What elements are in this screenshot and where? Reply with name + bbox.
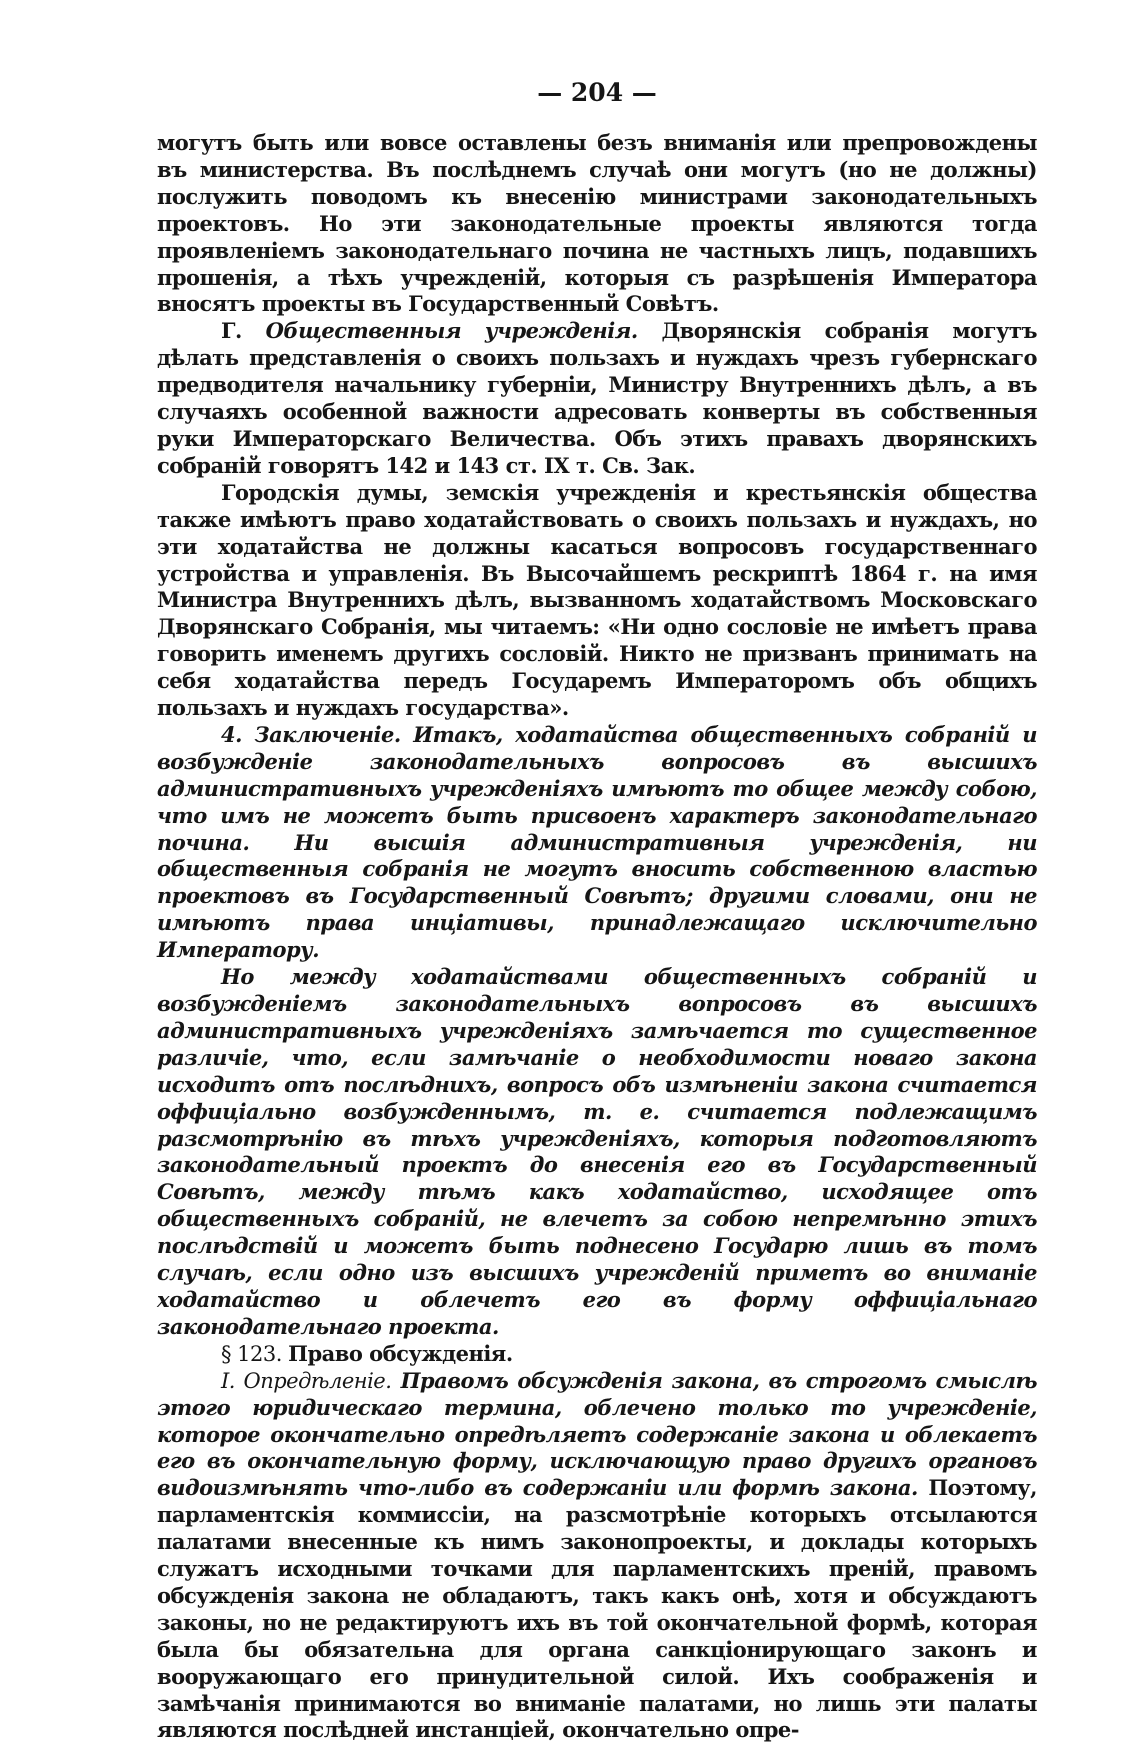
- paragraph-2-text: Дворянскія собранія могутъ дѣлать представленія о своихъ пользахъ и нуждахъ чрезъ губернскаго предводителя начальнику губерніи, Министру Внутреннихъ дѣлъ, а въ случаяхъ особенной важности адресовать конверты въ собственныя руки Императорскаго Величества. Объ этихъ правахъ дворянскихъ собраній говорятъ 142 и 143 ст. IX т. Св. Зак.: [157, 318, 1038, 478]
- page-number: — 204 —: [537, 78, 657, 107]
- paragraph-3: Городскія думы, земскія учрежденія и крестьянскія общества также имѣютъ право ходатайствовать о своихъ пользахъ и нуждахъ, но эти ходатайства не должны касаться вопросовъ государственнаго устройства и управленія. Въ Высочайшемъ рескриптѣ 1864 г. на имя Министра Внутреннихъ дѣлъ, вызванномъ ходатайствомъ Московскаго Дворянскаго Собранія, мы читаемъ: «Ни одно сословіе не имѣетъ права говорить именемъ другихъ сословій. Никто не призванъ принимать на себя ходатайства передъ Государемъ Императоромъ объ общихъ пользахъ и нуждахъ государства».: [157, 479, 1037, 721]
- document-page: [157, 68, 1037, 1744]
- paragraph-5: Но между ходатайствами общественныхъ собраній и возбужденіемъ законодательныхъ вопросовъ въ высшихъ административныхъ учрежденіяхъ замѣчается то существенное различіе, что, если замѣчаніе о необходимости новаго закона исходитъ отъ послѣднихъ, вопросъ объ измѣненіи закона считается оффиціально возбужденнымъ, т. е. считается подлежащимъ разсмотрѣнію въ тѣхъ учрежденіяхъ, которыя подготовляютъ законодательный проектъ до внесенія его въ Государственный Совѣтъ, между тѣмъ какъ ходатайство, исходящее отъ общественныхъ собраній, не влечетъ за собою непремѣнно этихъ послѣдствій и можетъ быть поднесено Государю лишь въ томъ случаѣ, если одно изъ высшихъ учрежденій приметъ во вниманіе ходатайство и облечетъ его въ форму оффиціальнаго законодательнаго проекта.: [157, 964, 1037, 1339]
- section-number: § 123.: [221, 1341, 282, 1366]
- paragraph-6-text: Поэтому, парламентскія коммиссіи, на разсмотрѣніе которыхъ отсылаются палатами внесенные къ нимъ законопроекты, и доклады которыхъ служатъ исходными точками для парламентскихъ преній, правомъ обсужденія закона не обладаютъ, такъ какъ онѣ, хотя и обсуждаютъ законы, но не редактируютъ ихъ въ той окончательной формѣ, которая была бы обязательна для органа санкціонирующаго законъ и вооружающаго его принудительной силой. Ихъ соображенія и замѣчанія принимаются во вниманіе палатами, но лишь эти палаты являются послѣдней инстанціей, окончательно опре-: [157, 1475, 1037, 1743]
- paragraph-6: [157, 1368, 1037, 1744]
- section-title: Право обсужденія.: [288, 1340, 513, 1366]
- paragraph-2: [157, 318, 1037, 479]
- page-body: [157, 130, 1037, 1744]
- paragraph-2-lead: Г.: [221, 318, 266, 344]
- paragraph-6-definition: Правомъ обсужденія закона, въ строгомъ смыслѣ этого юридическаго термина, облечено только то учрежденіе, которое окончательно опредѣляетъ содержаніе закона и облекаетъ его въ окончательную форму, исключающую право другихъ органовъ видоизмѣнять что-либо въ содержаніи или формѣ закона.: [157, 1367, 1037, 1501]
- paragraph-4-conclusion: 4. Заключеніе. Итакъ, ходатайства общественныхъ собраній и возбужденіе законодательныхъ вопросовъ въ высшихъ административныхъ учрежденіяхъ имѣютъ то общее между собою, что имъ не можетъ быть присвоенъ характеръ законодательнаго почина. Ни высшія административныя учрежденія, ни общественныя собранія не могутъ вносить собственною властью проектовъ въ Государственный Совѣтъ; другими словами, они не имѣютъ права инціативы, принадлежащаго исключительно Императору.: [157, 721, 1037, 963]
- paragraph-6-lead: I. Опредѣленіе.: [221, 1368, 392, 1393]
- paragraph-2-heading: Общественныя учрежденія.: [265, 318, 638, 344]
- section-heading: [157, 1341, 1037, 1368]
- paragraph-1: могутъ быть или вовсе оставлены безъ вниманія или препровождены въ министерства. Въ послѣднемъ случаѣ они могутъ (но не должны) послужить поводомъ къ внесенію министрами законодательныхъ проектовъ. Но эти законодательные проекты являются тогда проявленіемъ законодательнаго почина не частныхъ лицъ, подавшихъ прошенія, а тѣхъ учрежденій, которыя съ разрѣшенія Императора вносятъ проекты въ Государственный Совѣтъ.: [157, 130, 1037, 317]
